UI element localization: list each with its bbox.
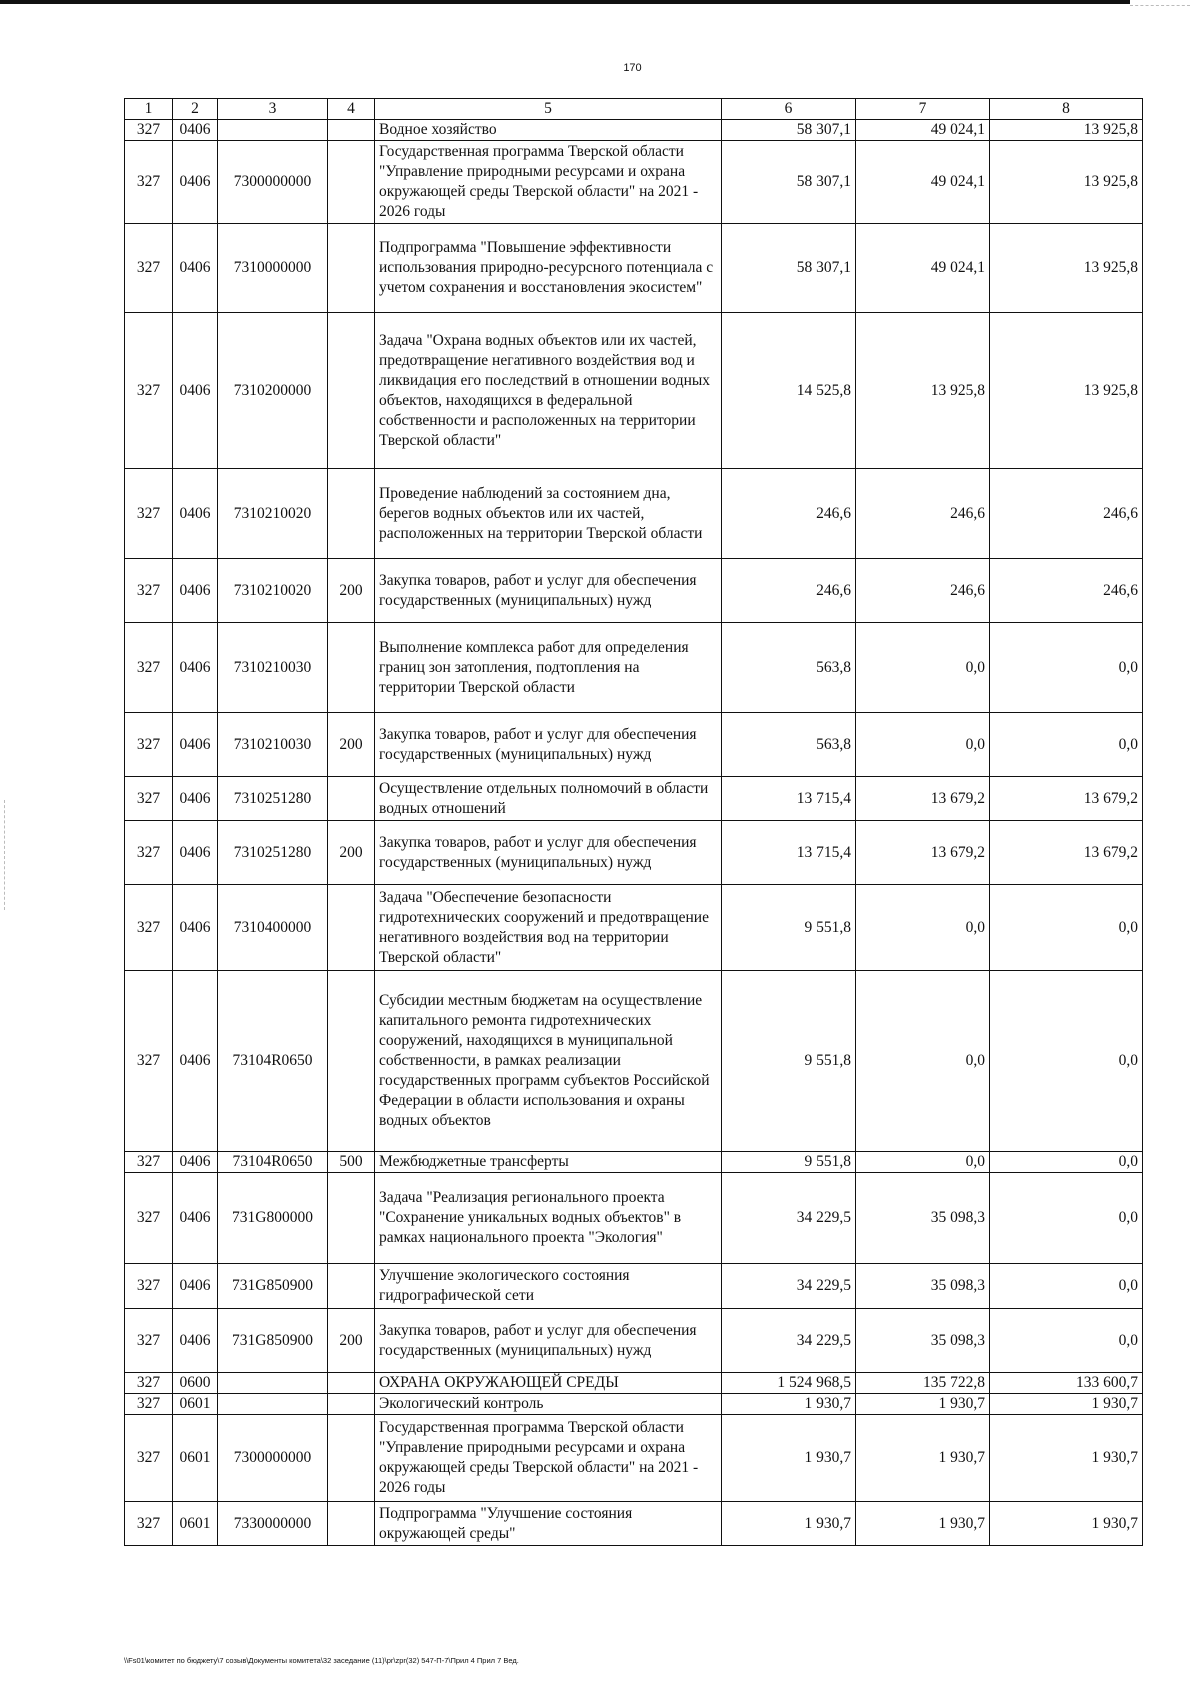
page-number: 170 <box>623 62 642 74</box>
cell-amount-col7: 49 024,1 <box>856 141 990 224</box>
cell-amount-col7: 246,6 <box>856 469 990 559</box>
cell-admin-code: 327 <box>125 623 173 713</box>
cell-description: Проведение наблюдений за состоянием дна, берегов водных объектов или их частей, расположенных на территории Тверской области <box>375 469 722 559</box>
cell-amount-col8: 1 930,7 <box>990 1415 1143 1502</box>
cell-amount-col7: 135 722,8 <box>856 1373 990 1394</box>
cell-amount-col6: 58 307,1 <box>722 141 856 224</box>
cell-section-code: 0601 <box>173 1394 218 1415</box>
cell-amount-col8: 246,6 <box>990 469 1143 559</box>
table-row <box>125 313 1143 469</box>
table-row <box>125 224 1143 313</box>
cell-expense-type <box>328 469 375 559</box>
table-row <box>125 141 1143 224</box>
cell-amount-col6: 246,6 <box>722 559 856 623</box>
cell-amount-col8: 0,0 <box>990 713 1143 777</box>
cell-description: Межбюджетные трансферты <box>375 1152 722 1173</box>
cell-amount-col8: 1 930,7 <box>990 1394 1143 1415</box>
table-row <box>125 1373 1143 1394</box>
cell-amount-col6: 14 525,8 <box>722 313 856 469</box>
cell-section-code: 0406 <box>173 885 218 971</box>
header-col-3: 3 <box>218 99 328 120</box>
cell-expense-type <box>328 141 375 224</box>
cell-amount-col8: 13 679,2 <box>990 777 1143 821</box>
cell-amount-col8: 13 925,8 <box>990 141 1143 224</box>
cell-target-code: 731G850900 <box>218 1309 328 1373</box>
cell-amount-col8: 0,0 <box>990 1309 1143 1373</box>
cell-target-code: 7310251280 <box>218 777 328 821</box>
cell-amount-col6: 13 715,4 <box>722 777 856 821</box>
cell-description: Государственная программа Тверской области "Управление природными ресурсами и охрана окружающей среды Тверской области" на 2021 - 2026 годы <box>375 141 722 224</box>
footer-file-path: \\Fs01\комитет по бюджету\7 созыв\Документы комитета\32 заседание (11)\pr\zpr(32) 547-П-7\Прил 4 Прил 7 Вед. <box>124 1656 519 1665</box>
table-row <box>125 885 1143 971</box>
cell-admin-code: 327 <box>125 469 173 559</box>
cell-admin-code: 327 <box>125 1152 173 1173</box>
cell-amount-col6: 563,8 <box>722 713 856 777</box>
cell-amount-col6: 246,6 <box>722 469 856 559</box>
header-col-6: 6 <box>722 99 856 120</box>
cell-expense-type <box>328 1394 375 1415</box>
cell-expense-type <box>328 1415 375 1502</box>
cell-section-code: 0406 <box>173 1152 218 1173</box>
cell-amount-col8: 0,0 <box>990 885 1143 971</box>
cell-target-code: 73104R0650 <box>218 971 328 1152</box>
cell-expense-type <box>328 1173 375 1264</box>
cell-section-code: 0406 <box>173 313 218 469</box>
cell-admin-code: 327 <box>125 777 173 821</box>
cell-amount-col7: 0,0 <box>856 623 990 713</box>
cell-amount-col7: 49 024,1 <box>856 120 990 141</box>
header-col-7: 7 <box>856 99 990 120</box>
cell-amount-col8: 0,0 <box>990 1173 1143 1264</box>
cell-admin-code: 327 <box>125 971 173 1152</box>
cell-target-code <box>218 1394 328 1415</box>
table-row <box>125 1173 1143 1264</box>
cell-section-code: 0406 <box>173 777 218 821</box>
cell-expense-type: 200 <box>328 821 375 885</box>
cell-expense-type <box>328 224 375 313</box>
cell-expense-type <box>328 120 375 141</box>
cell-section-code: 0406 <box>173 141 218 224</box>
cell-target-code: 731G850900 <box>218 1264 328 1309</box>
cell-target-code: 7310251280 <box>218 821 328 885</box>
table-row <box>125 1264 1143 1309</box>
cell-admin-code: 327 <box>125 1173 173 1264</box>
table-row <box>125 1394 1143 1415</box>
table-row <box>125 1309 1143 1373</box>
cell-amount-col7: 13 679,2 <box>856 777 990 821</box>
table-row <box>125 623 1143 713</box>
table-row <box>125 559 1143 623</box>
cell-description: Задача "Реализация регионального проекта "Сохранение уникальных водных объектов" в рамках национального проекта "Экология" <box>375 1173 722 1264</box>
cell-expense-type <box>328 313 375 469</box>
cell-target-code: 731G800000 <box>218 1173 328 1264</box>
cell-amount-col6: 9 551,8 <box>722 885 856 971</box>
header-col-1: 1 <box>125 99 173 120</box>
cell-amount-col7: 13 679,2 <box>856 821 990 885</box>
cell-section-code: 0406 <box>173 559 218 623</box>
cell-section-code: 0601 <box>173 1415 218 1502</box>
cell-admin-code: 327 <box>125 821 173 885</box>
cell-amount-col8: 133 600,7 <box>990 1373 1143 1394</box>
cell-target-code: 7310400000 <box>218 885 328 971</box>
cell-description: Государственная программа Тверской области "Управление природными ресурсами и охрана окружающей среды Тверской области" на 2021 - 2026 годы <box>375 1415 722 1502</box>
cell-target-code: 7310210020 <box>218 469 328 559</box>
table-row <box>125 777 1143 821</box>
cell-amount-col7: 1 930,7 <box>856 1394 990 1415</box>
cell-amount-col7: 246,6 <box>856 559 990 623</box>
cell-amount-col7: 49 024,1 <box>856 224 990 313</box>
cell-section-code: 0406 <box>173 469 218 559</box>
cell-expense-type: 200 <box>328 1309 375 1373</box>
cell-description: Задача "Охрана водных объектов или их частей, предотвращение негативного воздействия вод и ликвидация его последствий в отношении водных объектов, находящихся в федеральной собственности и расположенных на территории Тверской области" <box>375 313 722 469</box>
table-row <box>125 1502 1143 1546</box>
cell-section-code: 0406 <box>173 821 218 885</box>
cell-description: Осуществление отдельных полномочий в области водных отношений <box>375 777 722 821</box>
table-row <box>125 713 1143 777</box>
cell-expense-type <box>328 777 375 821</box>
cell-section-code: 0601 <box>173 1502 218 1546</box>
cell-amount-col7: 0,0 <box>856 885 990 971</box>
table-header-row <box>125 99 1143 120</box>
header-col-8: 8 <box>990 99 1143 120</box>
cell-target-code: 7300000000 <box>218 141 328 224</box>
cell-target-code: 7310210030 <box>218 623 328 713</box>
cell-description: Закупка товаров, работ и услуг для обеспечения государственных (муниципальных) нужд <box>375 713 722 777</box>
cell-amount-col6: 1 930,7 <box>722 1415 856 1502</box>
table-row <box>125 1415 1143 1502</box>
cell-amount-col7: 0,0 <box>856 971 990 1152</box>
cell-amount-col8: 0,0 <box>990 623 1143 713</box>
table-row <box>125 1152 1143 1173</box>
cell-target-code: 7300000000 <box>218 1415 328 1502</box>
cell-expense-type: 500 <box>328 1152 375 1173</box>
cell-amount-col6: 13 715,4 <box>722 821 856 885</box>
cell-amount-col8: 0,0 <box>990 971 1143 1152</box>
cell-amount-col7: 0,0 <box>856 1152 990 1173</box>
cell-description: Закупка товаров, работ и услуг для обеспечения государственных (муниципальных) нужд <box>375 559 722 623</box>
cell-expense-type <box>328 623 375 713</box>
cell-expense-type <box>328 1373 375 1394</box>
cell-target-code: 7330000000 <box>218 1502 328 1546</box>
table-row <box>125 821 1143 885</box>
cell-description: Подпрограмма "Повышение эффективности использования природно-ресурсного потенциала с учетом сохранения и восстановления экосистем" <box>375 224 722 313</box>
cell-amount-col8: 0,0 <box>990 1264 1143 1309</box>
cell-admin-code: 327 <box>125 1309 173 1373</box>
cell-admin-code: 327 <box>125 1394 173 1415</box>
cell-section-code: 0406 <box>173 1309 218 1373</box>
cell-admin-code: 327 <box>125 1415 173 1502</box>
cell-admin-code: 327 <box>125 1373 173 1394</box>
cell-expense-type <box>328 971 375 1152</box>
table-row <box>125 469 1143 559</box>
cell-admin-code: 327 <box>125 313 173 469</box>
cell-admin-code: 327 <box>125 713 173 777</box>
cell-amount-col8: 13 679,2 <box>990 821 1143 885</box>
top-border-fade <box>1130 5 1190 6</box>
cell-section-code: 0406 <box>173 713 218 777</box>
cell-amount-col6: 1 524 968,5 <box>722 1373 856 1394</box>
cell-amount-col6: 58 307,1 <box>722 224 856 313</box>
top-border-line <box>0 0 1130 4</box>
cell-target-code: 7310000000 <box>218 224 328 313</box>
cell-admin-code: 327 <box>125 120 173 141</box>
cell-target-code <box>218 120 328 141</box>
cell-section-code: 0406 <box>173 1173 218 1264</box>
cell-description: Закупка товаров, работ и услуг для обеспечения государственных (муниципальных) нужд <box>375 821 722 885</box>
cell-description: Улучшение экологического состояния гидрографической сети <box>375 1264 722 1309</box>
cell-target-code: 7310210030 <box>218 713 328 777</box>
cell-amount-col6: 1 930,7 <box>722 1502 856 1546</box>
table-row <box>125 120 1143 141</box>
cell-amount-col6: 1 930,7 <box>722 1394 856 1415</box>
cell-target-code: 7310200000 <box>218 313 328 469</box>
cell-section-code: 0406 <box>173 224 218 313</box>
cell-description: Экологический контроль <box>375 1394 722 1415</box>
header-col-4: 4 <box>328 99 375 120</box>
cell-amount-col8: 246,6 <box>990 559 1143 623</box>
header-col-2: 2 <box>173 99 218 120</box>
cell-description: Выполнение комплекса работ для определения границ зон затопления, подтопления на территории Тверской области <box>375 623 722 713</box>
cell-expense-type <box>328 1502 375 1546</box>
cell-admin-code: 327 <box>125 224 173 313</box>
cell-target-code <box>218 1373 328 1394</box>
cell-admin-code: 327 <box>125 559 173 623</box>
cell-description: Задача "Обеспечение безопасности гидротехнических сооружений и предотвращение негативного воздействия вод на территории Тверской области" <box>375 885 722 971</box>
cell-target-code: 7310210020 <box>218 559 328 623</box>
cell-amount-col7: 1 930,7 <box>856 1502 990 1546</box>
cell-amount-col7: 35 098,3 <box>856 1264 990 1309</box>
cell-amount-col7: 35 098,3 <box>856 1173 990 1264</box>
cell-amount-col6: 9 551,8 <box>722 1152 856 1173</box>
cell-admin-code: 327 <box>125 1502 173 1546</box>
cell-amount-col8: 1 930,7 <box>990 1502 1143 1546</box>
cell-section-code: 0406 <box>173 1264 218 1309</box>
cell-amount-col7: 1 930,7 <box>856 1415 990 1502</box>
cell-admin-code: 327 <box>125 885 173 971</box>
cell-section-code: 0406 <box>173 120 218 141</box>
cell-expense-type: 200 <box>328 559 375 623</box>
cell-amount-col8: 13 925,8 <box>990 313 1143 469</box>
cell-description: ОХРАНА ОКРУЖАЮЩЕЙ СРЕДЫ <box>375 1373 722 1394</box>
cell-amount-col6: 34 229,5 <box>722 1173 856 1264</box>
cell-section-code: 0406 <box>173 971 218 1152</box>
cell-amount-col8: 13 925,8 <box>990 224 1143 313</box>
cell-expense-type: 200 <box>328 713 375 777</box>
cell-description: Субсидии местным бюджетам на осуществление капитального ремонта гидротехнических сооружений, находящихся в муниципальной собственности, в рамках реализации государственных программ субъектов Российской Федерации в области использования и охраны водных объектов <box>375 971 722 1152</box>
cell-amount-col6: 58 307,1 <box>722 120 856 141</box>
budget-table <box>124 98 1143 1546</box>
table-row <box>125 971 1143 1152</box>
cell-description: Закупка товаров, работ и услуг для обеспечения государственных (муниципальных) нужд <box>375 1309 722 1373</box>
cell-amount-col8: 13 925,8 <box>990 120 1143 141</box>
cell-amount-col6: 563,8 <box>722 623 856 713</box>
cell-section-code: 0406 <box>173 623 218 713</box>
cell-amount-col6: 34 229,5 <box>722 1264 856 1309</box>
cell-target-code: 73104R0650 <box>218 1152 328 1173</box>
cell-admin-code: 327 <box>125 141 173 224</box>
cell-expense-type <box>328 885 375 971</box>
cell-amount-col8: 0,0 <box>990 1152 1143 1173</box>
cell-description: Подпрограмма "Улучшение состояния окружающей среды" <box>375 1502 722 1546</box>
cell-amount-col7: 35 098,3 <box>856 1309 990 1373</box>
cell-section-code: 0600 <box>173 1373 218 1394</box>
scan-margin-marks <box>4 800 7 910</box>
header-col-5: 5 <box>375 99 722 120</box>
cell-amount-col6: 34 229,5 <box>722 1309 856 1373</box>
cell-expense-type <box>328 1264 375 1309</box>
cell-amount-col6: 9 551,8 <box>722 971 856 1152</box>
cell-amount-col7: 0,0 <box>856 713 990 777</box>
cell-description: Водное хозяйство <box>375 120 722 141</box>
cell-amount-col7: 13 925,8 <box>856 313 990 469</box>
cell-admin-code: 327 <box>125 1264 173 1309</box>
